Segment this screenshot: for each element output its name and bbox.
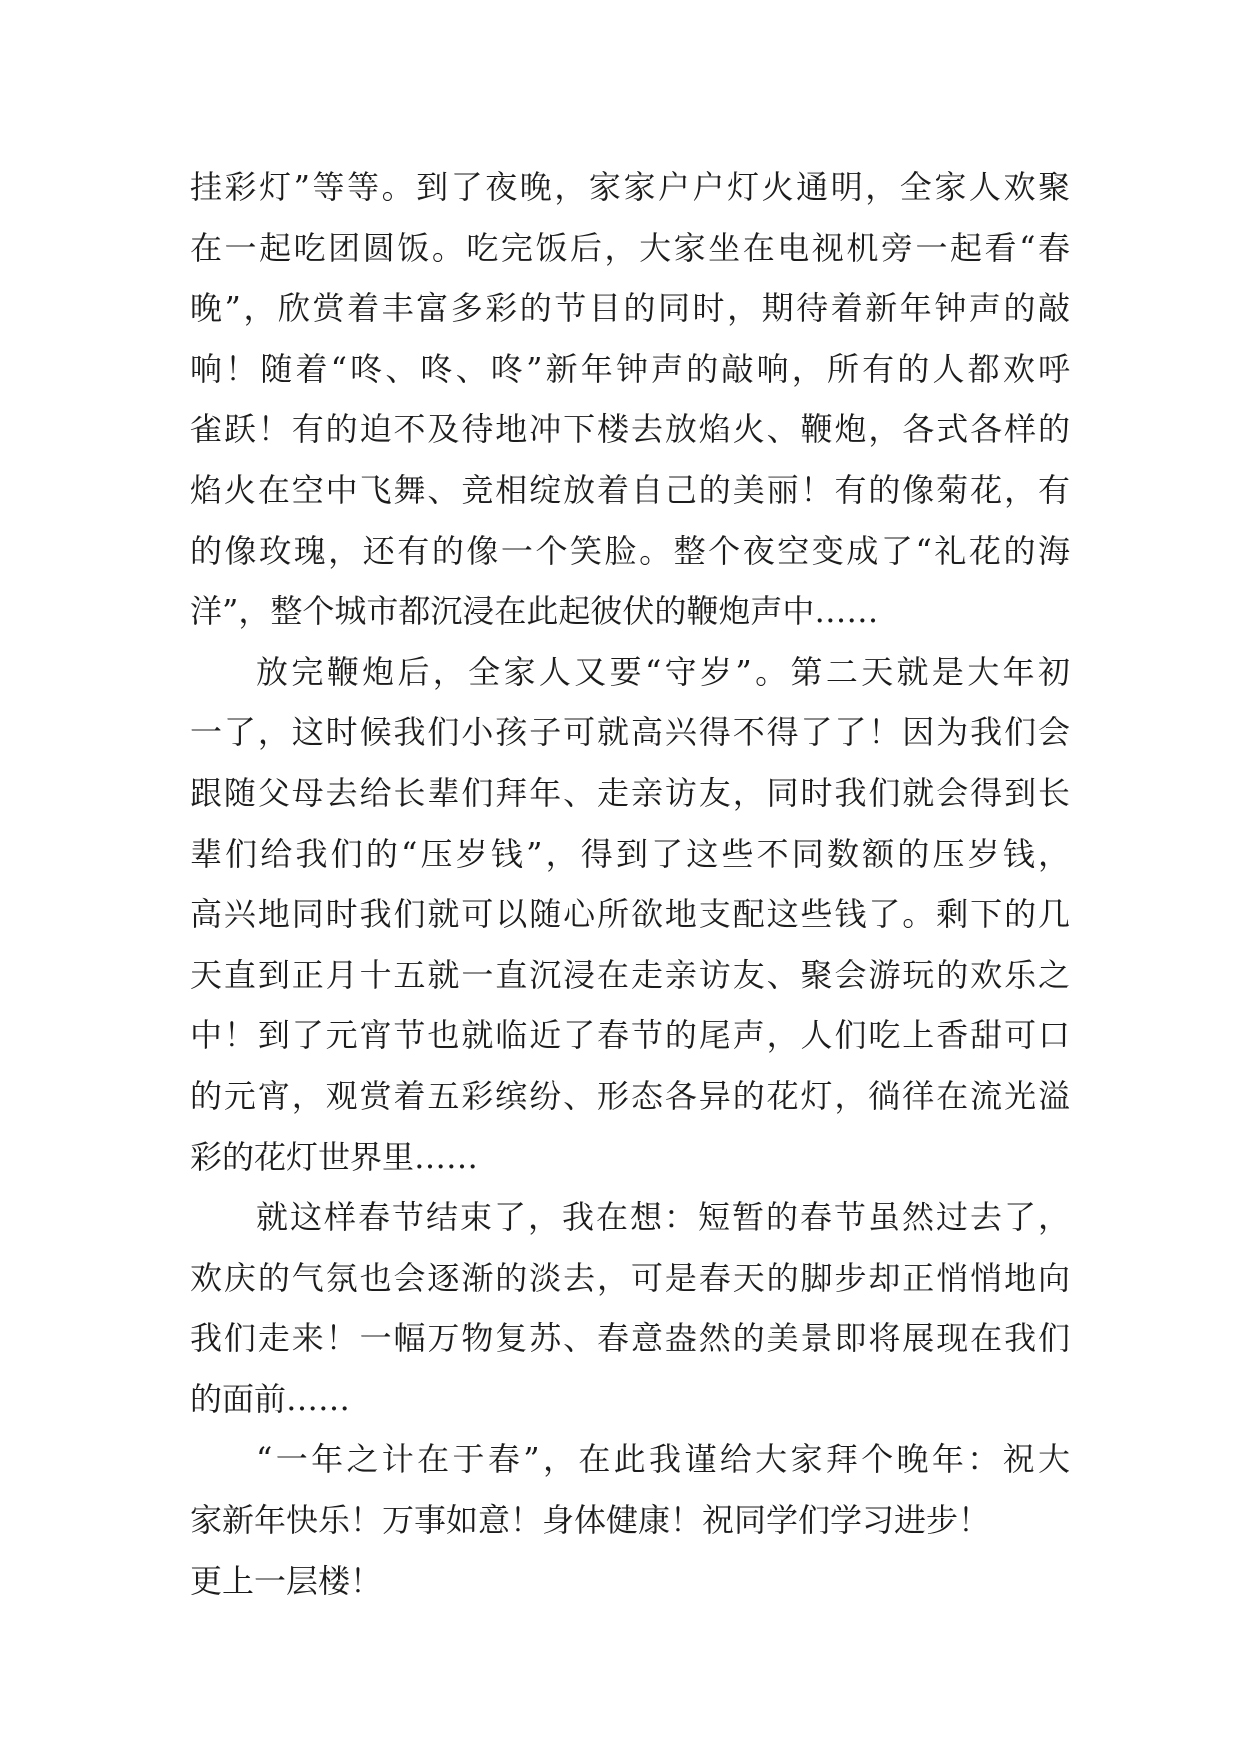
text-line: 焰火在空中飞舞、竞相绽放着自己的美丽！有的像菊花，有 (190, 470, 1070, 509)
text-line: 放完鞭炮后，全家人又要“守岁”。第二天就是大年初 (256, 652, 1070, 691)
text-line: 的面前…… (190, 1379, 351, 1418)
text-line: 的像玫瑰，还有的像一个笑脸。整个夜空变成了“礼花的海 (190, 531, 1070, 570)
text-line: 更上一层楼！ (190, 1561, 383, 1600)
text-line: 雀跃！有的迫不及待地冲下楼去放焰火、鞭炮，各式各样的 (190, 410, 1070, 449)
text-line: 跟随父母去给长辈们拜年、走亲访友，同时我们就会得到长 (190, 773, 1070, 812)
text-line: 高兴地同时我们就可以随心所欲地支配这些钱了。剩下的几 (190, 895, 1070, 934)
paragraph-3 (190, 1187, 1070, 1429)
text-line: 家新年快乐！万事如意！身体健康！祝同学们学习进步！ (190, 1501, 991, 1540)
text-line: 中！到了元宵节也就临近了春节的尾声，人们吃上香甜可口 (190, 1016, 1070, 1055)
paragraph-4 (190, 1429, 1070, 1611)
text-line: 欢庆的气氛也会逐渐的淡去，可是春天的脚步却正悄悄地向 (190, 1258, 1070, 1297)
text-line: 挂彩灯”等等。到了夜晚，家家户户灯火通明，全家人欢聚 (190, 168, 1070, 206)
text-line: 在一起吃团圆饭。吃完饭后，大家坐在电视机旁一起看“春 (190, 228, 1070, 267)
text-line: 的元宵，观赏着五彩缤纷、形态各异的花灯，徜徉在流光溢 (190, 1076, 1070, 1115)
text-line: 晚”，欣赏着丰富多彩的节目的同时，期待着新年钟声的敲 (190, 289, 1070, 328)
text-line: 彩的花灯世界里…… (190, 1137, 479, 1176)
text-line: 天直到正月十五就一直沉浸在走亲访友、聚会游玩的欢乐之 (190, 955, 1070, 994)
text-line: 响！随着“咚、咚、咚”新年钟声的敲响，所有的人都欢呼 (190, 349, 1070, 388)
text-line: 一了，这时候我们小孩子可就高兴得不得了了！因为我们会 (190, 713, 1070, 752)
text-line: 辈们给我们的“压岁钱”，得到了这些不同数额的压岁钱， (190, 834, 1070, 873)
text-line: 就这样春节结束了，我在想：短暂的春节虽然过去了， (256, 1198, 1070, 1237)
body-text (190, 157, 1070, 1611)
text-line: “一年之计在于春”，在此我谨给大家拜个晚年：祝大 (256, 1440, 1070, 1479)
paragraph-2 (190, 642, 1070, 1187)
text-line: 我们走来！一幅万物复苏、春意盎然的美景即将展现在我们 (190, 1319, 1070, 1358)
paragraph-1 (190, 157, 1070, 642)
text-line: 洋”，整个城市都沉浸在此起彼伏的鞭炮声中…… (190, 592, 879, 631)
